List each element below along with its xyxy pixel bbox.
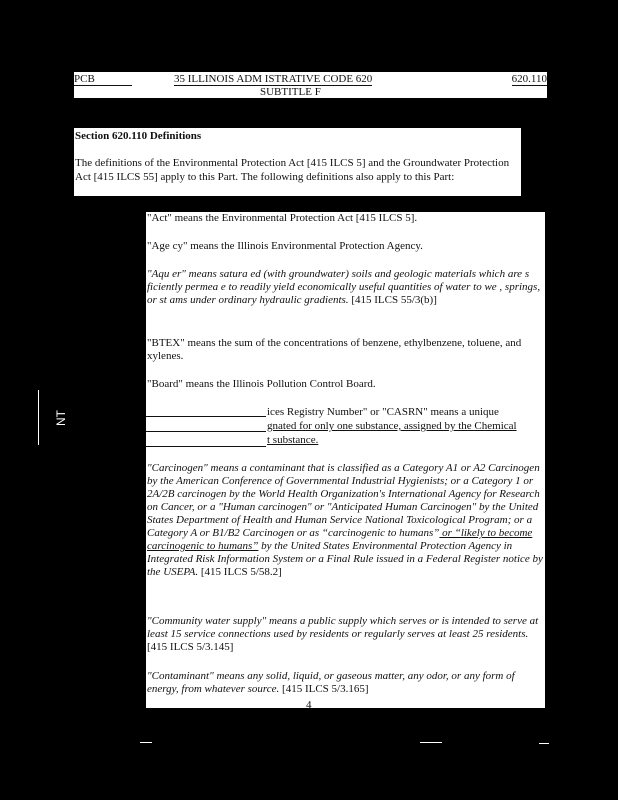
definition-casrn-line1: ices Registry Number" or "CASRN" means a unique [267,406,499,418]
definition-contaminant [147,670,544,696]
redaction-lines [146,402,266,447]
aquifer-citation: [415 ILCS 55/3(b)] [348,294,437,306]
definition-act: "Act" means the Environmental Protection Act [415 ILCS 5]. [147,212,418,224]
margin-line [38,390,39,445]
section-intro [74,128,521,196]
definition-aquifer [147,268,544,307]
definition-casrn-line3: t substance. [267,434,319,446]
header-section-number: 620.110 [511,73,547,85]
definition-board: "Board" means the Illinois Pollution Control Board. [147,378,376,390]
definition-community-water-supply [147,615,544,654]
carcinogen-text: "Carcinogen" means a contaminant that is classified as a Category A1 or A2 Carcinogen by the American Conference of Governmental Industrial Hygienists; or a Category 1 or 2A/2B carcinogen by the World Health Organization's International Agency for Research on Cancer, or a "Human carcinogen" or "Anticipated Human Carcinogen" by the United States Department of Health and Human Service National Toxicological Program; or a Category A or B1/B2 Carcinogen or as “carcinogenic to humans” [147,462,540,539]
cws-citation: [415 ILCS 5/3.145] [147,641,234,653]
page-number: 4 [306,699,312,711]
carcinogen-text-cont: by the United States Environmental Protection Agency in Integrated Risk Information System or a Final Rule issued in a Federal Register notice by the USEPA. [147,540,543,578]
footer-mark [140,742,152,743]
contaminant-citation: [415 ILCS 5/3.165] [279,683,369,695]
footer-mark [539,743,549,744]
page-header [74,72,547,98]
footer-mark [420,742,442,743]
header-title: 35 ILLINOIS ADM ISTRATIVE CODE 620 [174,73,373,85]
carcinogen-inserted-text: or “likely to become carcinogenic to humans” [147,527,533,552]
definition-casrn-line2: gnated for only one substance, assigned by the Chemical [267,420,517,432]
carcinogen-citation: [415 ILCS 5/58.2] [198,566,282,578]
cws-text: "Community water supply" means a public supply which serves or is intended to serve at least 15 service connections used by residents or regularly serves at least 25 residents. [147,615,539,640]
definition-agency: "Age cy" means the Illinois Environmental Protection Agency. [147,240,423,252]
margin-text: NT [54,410,68,426]
header-subtitle: SUBTITLE F [260,86,321,98]
header-left: PCB [74,73,132,86]
definition-carcinogen [147,462,544,579]
definition-btex: "BTEX" means the sum of the concentrations of benzene, ethylbenzene, toluene, and xylenes. [147,337,522,362]
contaminant-text: "Contaminant" means any solid, liquid, or gaseous matter, any odor, or any form of energy, from whatever source. [147,670,515,695]
section-intro-text: The definitions of the Environmental Protection Act [415 ILCS 5] and the Groundwater Protection Act [415 ILCS 55] apply to this Part. The following definitions also apply to this Part: [75,157,510,183]
aquifer-text: "Aqu er" means satura ed (with groundwater) soils and geologic materials which are s ficiently permea e to readily yield economically useful quantities of water to we , springs, or st ams under ordinary hydraulic gradients. [147,268,541,306]
definitions-block [146,212,545,711]
section-heading: Section 620.110 Definitions [75,130,202,142]
